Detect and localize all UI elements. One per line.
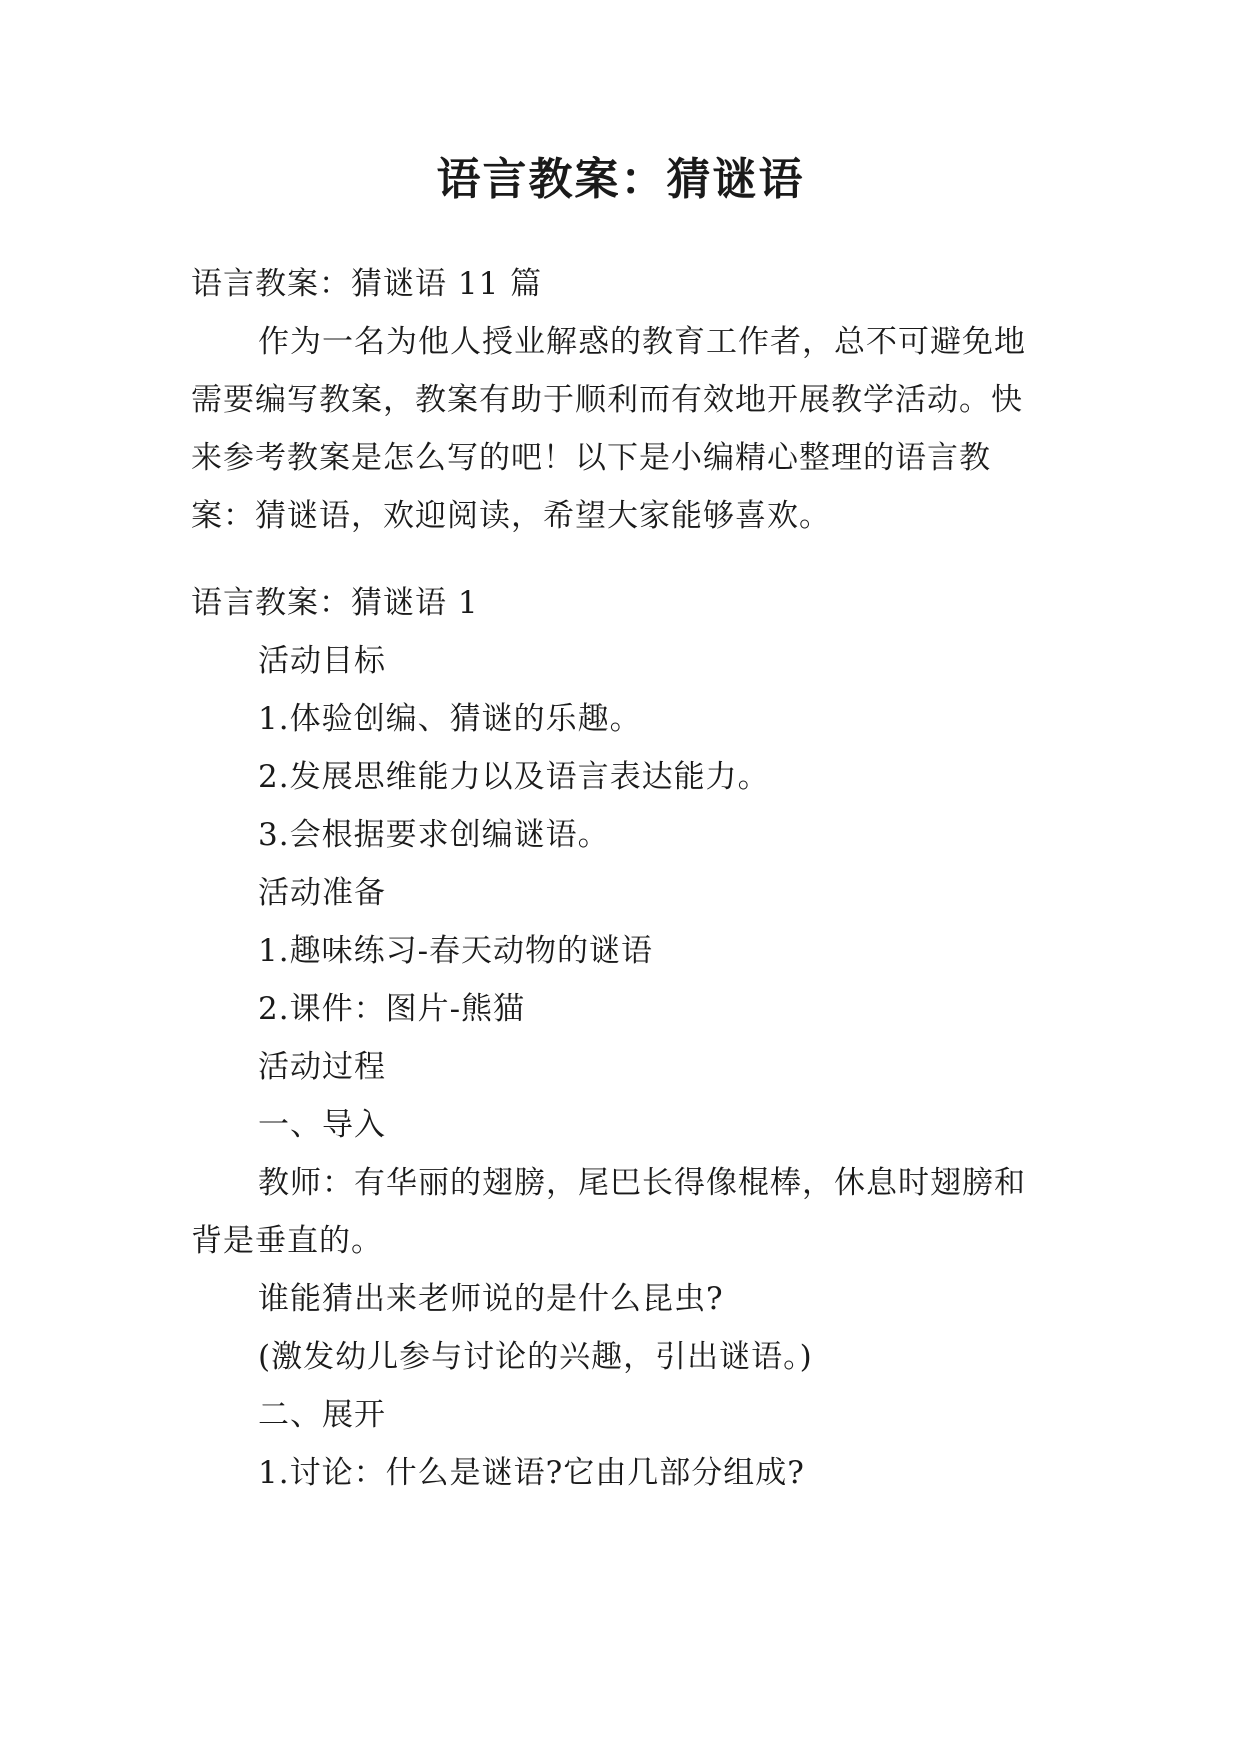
paragraph-line: (激发幼儿参与讨论的兴趣，引出谜语。) (258, 1339, 813, 1375)
list-item: 3.会根据要求创编谜语。 (258, 817, 610, 853)
subheading: 活动过程 (258, 1049, 386, 1085)
subheading: 活动目标 (258, 643, 386, 679)
section-heading: 语言教案：猜谜语 1 (191, 585, 479, 621)
paragraph-line: 案：猜谜语，欢迎阅读，希望大家能够喜欢。 (191, 498, 831, 534)
step-heading: 一、导入 (258, 1107, 386, 1143)
paragraph-line: 教师：有华丽的翅膀，尾巴长得像棍棒，休息时翅膀和 (258, 1165, 1026, 1201)
subheading: 活动准备 (258, 875, 386, 911)
paragraph-line: 作为一名为他人授业解惑的教育工作者，总不可避免地 (258, 324, 1026, 360)
list-item: 2.课件：图片-熊猫 (258, 991, 526, 1027)
list-item: 1.趣味练习-春天动物的谜语 (258, 933, 654, 969)
paragraph-line: 谁能猜出来老师说的是什么昆虫? (258, 1281, 724, 1317)
step-heading: 二、展开 (258, 1397, 386, 1433)
document-title: 语言教案：猜谜语 (436, 154, 805, 205)
paragraph-line: 来参考教案是怎么写的吧！以下是小编精心整理的语言教 (191, 440, 991, 476)
paragraph-line: 需要编写教案，教案有助于顺利而有效地开展教学活动。快 (191, 382, 1023, 418)
list-item: 2.发展思维能力以及语言表达能力。 (258, 759, 770, 795)
list-item: 1.体验创编、猜谜的乐趣。 (258, 701, 642, 737)
paragraph-line: 背是垂直的。 (191, 1223, 383, 1259)
list-item: 1.讨论：什么是谜语?它由几部分组成? (258, 1455, 805, 1491)
section-heading: 语言教案：猜谜语 11 篇 (191, 266, 543, 302)
